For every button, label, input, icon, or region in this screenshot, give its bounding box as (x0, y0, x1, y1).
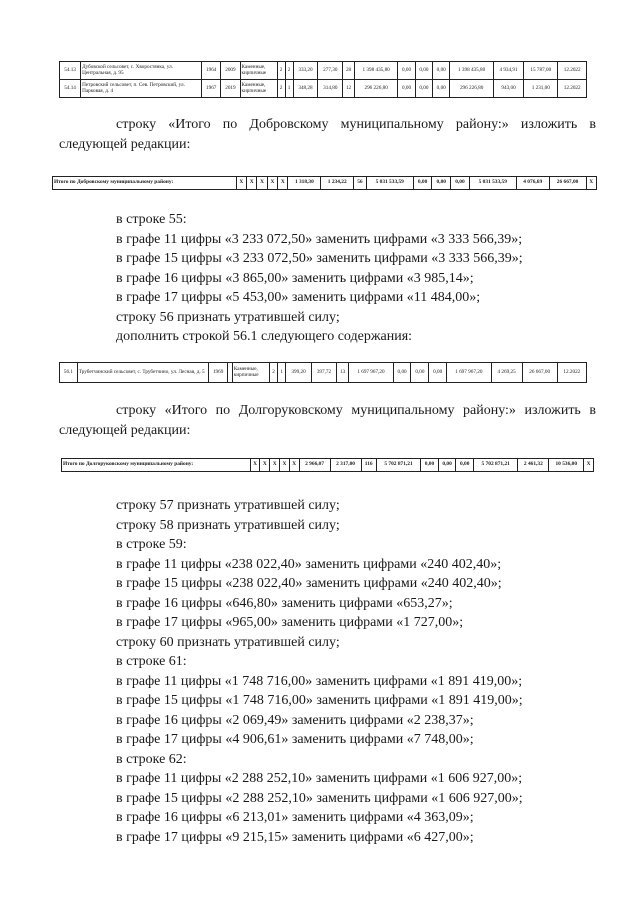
list-item: в графе 16 цифры «3 865,00» заменить цифрами «3 985,14»; (116, 270, 474, 286)
table-cell: 0,00 (456, 459, 474, 472)
table-row (60, 80, 587, 98)
table-cell: Трубетчинский сельсовет, с. Трубетчино, ул. Лесная, д. 5 (77, 363, 208, 383)
list-item: в строке 62: (116, 751, 187, 767)
list-item: в графе 17 цифры «965,00» заменить цифрами «1 727,00»; (116, 615, 464, 630)
table-cell: 56.1 (60, 363, 78, 383)
table-cell: 54.14 (60, 80, 81, 98)
table-cell: 0,00 (398, 80, 415, 98)
list-item: в графе 11 цифры «1 748 716,00» заменить цифрами «1 891 419,00»; (116, 673, 523, 689)
amendment-list-rows-57-62 (116, 496, 523, 847)
table-cell: 4 934,91 (493, 62, 523, 80)
list-item: в графе 11 цифры «3 233 072,50» заменить цифрами «3 333 566,39»; (116, 231, 523, 247)
table-cell: 314,80 (318, 80, 343, 98)
list-item: в графе 16 цифры «2 069,49» заменить цифрами «2 238,37»; (116, 712, 474, 728)
table-cell: X (584, 459, 594, 472)
table-cell: 13 (337, 363, 349, 383)
table-cell: 4 076,69 (516, 177, 549, 190)
table-cell: 2 (285, 62, 293, 80)
list-item: строку 58 признать утратившей силу; (116, 517, 340, 533)
table-cell: Петровский сельсовет, п. Сев. Петровский, ул. Парковая, д. 4 (81, 80, 202, 98)
list-item: строку 60 признать утратившей силу; (116, 634, 340, 650)
table-cell: 1 697 967,20 (447, 363, 492, 383)
table-cell: Каменные, кирпичные (240, 62, 277, 80)
table-row (60, 363, 587, 383)
table-cell: 0,00 (438, 459, 456, 472)
list-item: в графе 15 цифры «2 288 252,10» заменить цифрами «1 606 927,00»; (116, 790, 523, 806)
table-cell: 1964 (202, 62, 221, 80)
list-item: в строке 59: (116, 537, 187, 552)
table-cell: 0,00 (451, 177, 470, 190)
table-cell: 1 (285, 80, 293, 98)
table-cell: 2 (277, 80, 285, 98)
table-cell: 56 (354, 177, 367, 190)
housing-table-rows-54 (59, 61, 587, 98)
table-cell: 333,20 (293, 62, 318, 80)
list-item: в графе 17 цифры «4 906,61» заменить цифрами «7 748,00»; (116, 732, 474, 747)
housing-table-row-56-1 (59, 362, 587, 383)
list-item: дополнить строкой 56.1 следующего содержания: (116, 329, 413, 344)
table-cell: 28 (343, 62, 355, 80)
table-cell: 2 317,00 (330, 459, 361, 472)
table-cell: Каменные, кирпичные (240, 80, 277, 98)
list-item: в графе 15 цифры «3 233 072,50» заменить цифрами «3 333 566,39»; (116, 251, 523, 266)
table-cell: 0,00 (415, 80, 432, 98)
table-cell: 2019 (221, 80, 240, 98)
table-cell: 5 702 871,21 (474, 459, 518, 472)
table-cell: 0,00 (433, 80, 450, 98)
table-cell: 0,00 (413, 177, 432, 190)
table-cell: Итого по Долгоруковскому муниципальному району: (62, 459, 251, 472)
table-cell: X (260, 459, 270, 472)
table-cell: 1967 (202, 80, 221, 98)
list-item: в графе 11 цифры «238 022,40» заменить цифрами «240 402,40»; (116, 556, 502, 572)
table-cell: 0,00 (411, 363, 429, 383)
amendment-paragraph-dobrovsky: строку «Итого по Добровскому муниципальному району:» изложить в следующей редакции: (59, 117, 596, 152)
list-item: в строке 61: (116, 654, 187, 669)
table-cell: X (267, 177, 277, 190)
table-cell: X (270, 459, 280, 472)
table-cell: Итого по Добровскому муниципальному району: (53, 177, 237, 190)
table-cell: 277,30 (318, 62, 343, 80)
dolgorukovsky-total-table (61, 458, 594, 472)
table-cell: 0,00 (415, 62, 432, 80)
table-cell: 1 234,22 (321, 177, 354, 190)
table-cell: 0,00 (421, 459, 439, 472)
table-cell: 116 (361, 459, 376, 472)
table-cell: X (247, 177, 257, 190)
table-cell: 397,72 (311, 363, 336, 383)
table-cell: 1969 (208, 363, 228, 383)
table-cell: 1 231,00 (524, 80, 558, 98)
table-cell: X (250, 459, 260, 472)
table-cell: 5 031 533,59 (469, 177, 516, 190)
table-cell: 5 702 871,21 (376, 459, 420, 472)
table-row (53, 177, 597, 190)
table-cell: 1 (278, 363, 286, 383)
list-item: в строке 55: (116, 212, 187, 227)
table-cell: Дубовской сельсовет, с. Хворостянка, ул. Центральная, д. 95 (81, 62, 202, 80)
table-cell: X (257, 177, 267, 190)
table-cell: 0,00 (398, 62, 415, 80)
table-cell: X (278, 177, 288, 190)
table-cell: 2 (277, 62, 285, 80)
table-cell: 4 269,25 (491, 363, 522, 383)
table-cell: 1 318,30 (288, 177, 321, 190)
table-cell: 0,00 (433, 62, 450, 80)
table-cell: 348,28 (293, 80, 318, 98)
list-item: в графе 15 цифры «1 748 716,00» заменить цифрами «1 891 419,00»; (116, 693, 523, 708)
table-cell: 943,00 (493, 80, 523, 98)
table-cell: X (236, 177, 246, 190)
table-cell: 1 697 967,20 (349, 363, 394, 383)
table-cell: 2009 (221, 62, 240, 80)
table-cell: X (586, 177, 597, 190)
table-cell: 12.2022 (558, 62, 587, 80)
table-row (60, 62, 587, 80)
table-cell: 10 536,00 (549, 459, 584, 472)
list-item: в графе 11 цифры «2 288 252,10» заменить цифрами «1 606 927,00»; (116, 771, 523, 786)
table-cell: 2 966,07 (299, 459, 330, 472)
table-cell: 0,00 (432, 177, 451, 190)
table-cell: 2 (269, 363, 277, 383)
list-item: в графе 15 цифры «238 022,40» заменить цифрами «240 402,40»; (116, 576, 502, 591)
table-cell: 12.2022 (557, 363, 586, 383)
table-cell: 0,00 (393, 363, 411, 383)
table-cell: 1 398 435,80 (354, 62, 397, 80)
list-item: в графе 16 цифры «646,80» заменить цифрами «653,27»; (116, 595, 453, 611)
table-cell: 0,00 (429, 363, 447, 383)
list-item: в графе 17 цифры «9 215,15» заменить цифрами «6 427,00»; (116, 829, 474, 845)
dobrovsky-total-table (52, 176, 597, 190)
table-cell: 5 031 533,59 (366, 177, 413, 190)
table-cell: X (289, 459, 299, 472)
table-cell: Каменные, кирпичные (232, 363, 269, 383)
table-cell: 1 398 435,80 (450, 62, 493, 80)
table-cell: 296 226,80 (450, 80, 493, 98)
table-cell: 26 667,00 (522, 363, 557, 383)
list-item: строку 56 признать утратившей силу; (116, 309, 340, 325)
table-cell: 296 226,80 (354, 80, 397, 98)
table-cell: 15 787,00 (524, 62, 558, 80)
list-item: строку 57 признать утратившей силу; (116, 498, 340, 513)
table-cell: 12.2022 (558, 80, 587, 98)
list-item: в графе 16 цифры «6 213,01» заменить цифрами «4 363,09»; (116, 810, 474, 825)
table-cell: 399,20 (286, 363, 311, 383)
amendment-list-row-55 (116, 210, 523, 347)
table-cell: 54.13 (60, 62, 81, 80)
amendment-paragraph-dolgorukovsky: строку «Итого по Долгоруковскому муниципальному району:» изложить в следующей редакции: (59, 403, 596, 438)
table-cell: X (280, 459, 290, 472)
table-row (62, 459, 594, 472)
table-cell: 26 667,00 (549, 177, 586, 190)
list-item: в графе 17 цифры «5 453,00» заменить цифрами «11 484,00»; (116, 290, 481, 305)
table-cell: 12 (343, 80, 355, 98)
table-cell: 2 461,32 (518, 459, 549, 472)
